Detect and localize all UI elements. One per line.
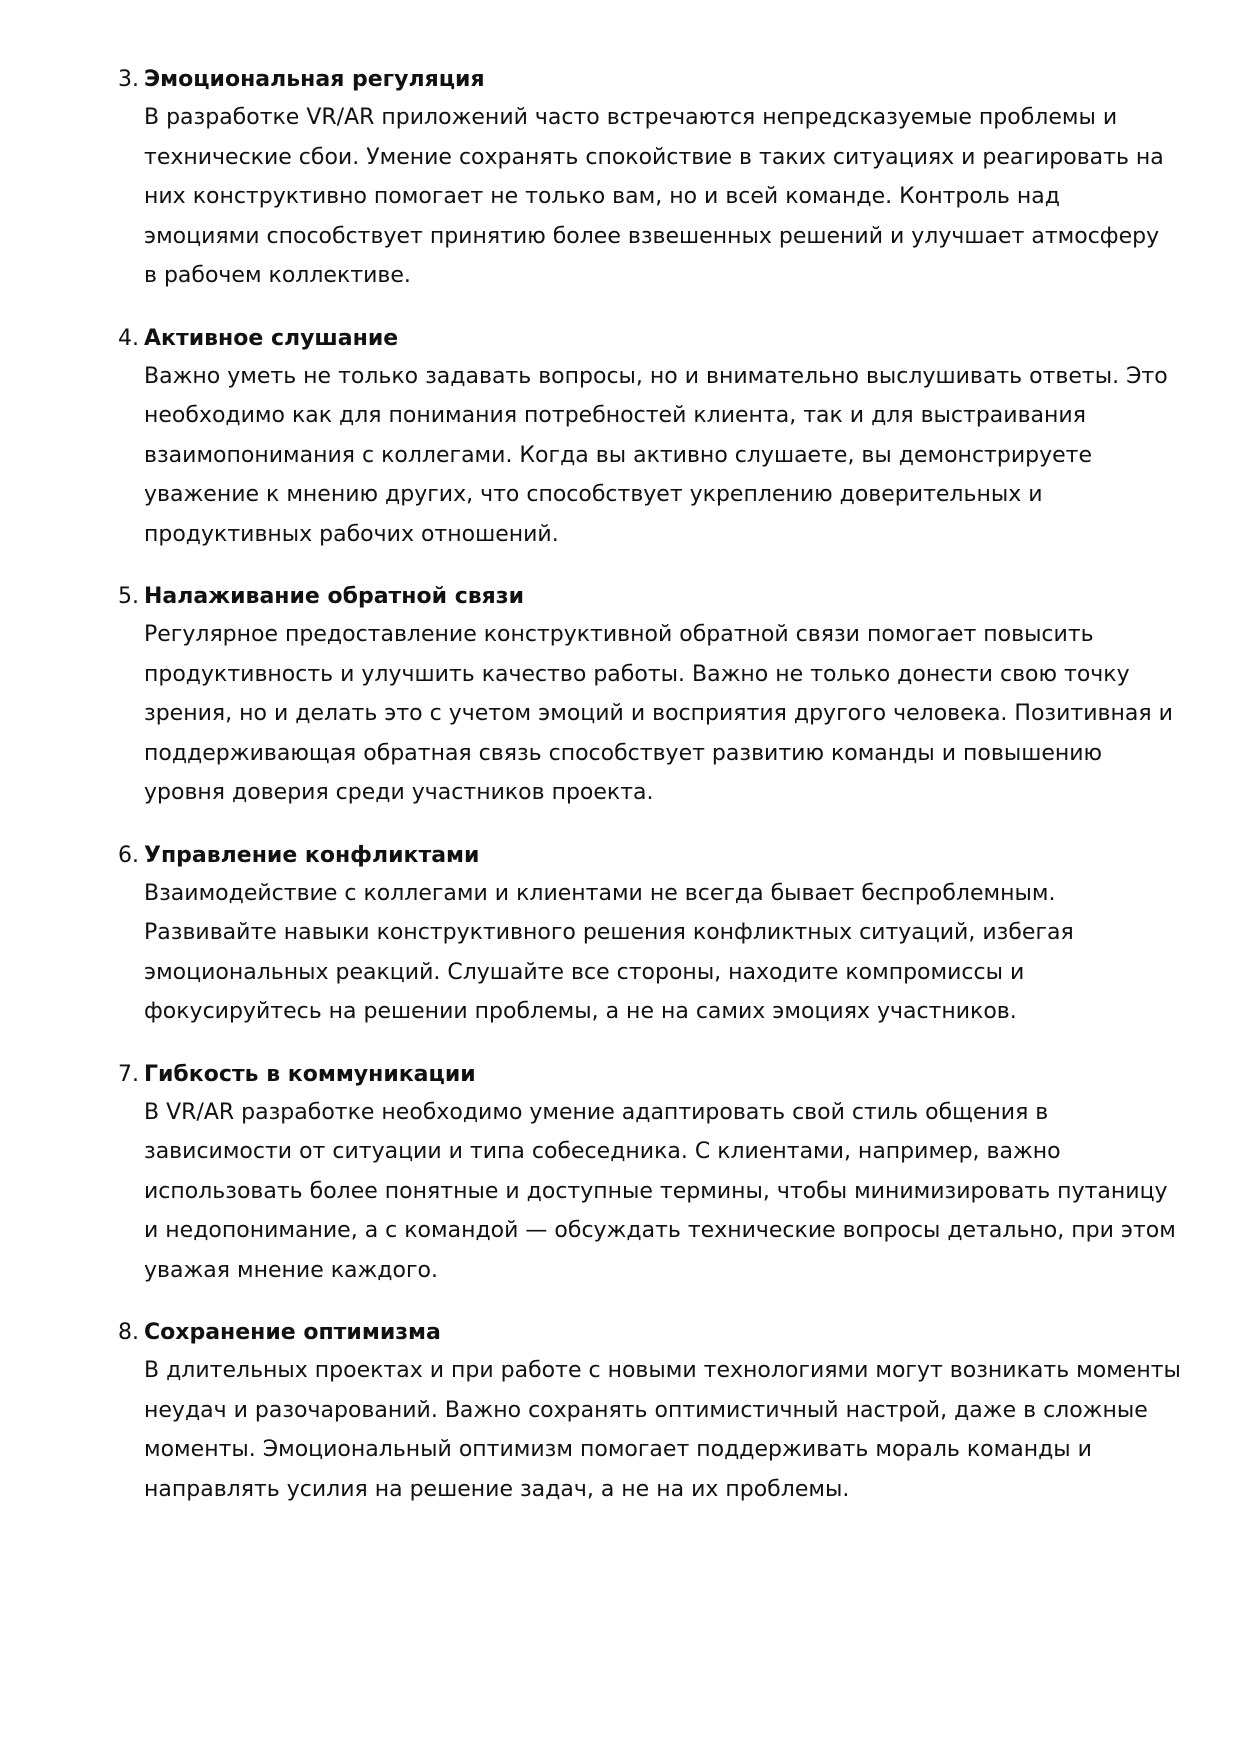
item-heading (0, 321, 1239, 357)
document-page (0, 62, 1239, 1534)
item-title: Эмоциональная регуляция (144, 67, 485, 92)
body-line: зрения, но и делать это с учетом эмоций и восприятия другого человека. Позитивная и (144, 701, 1173, 726)
body-line: и недопонимание, а с командой — обсуждать технические вопросы детально, при этом (144, 1218, 1176, 1243)
body-line: уважение к мнению других, что способствует укреплению доверительных и (144, 482, 1043, 507)
body-line: них конструктивно помогает не только вам, но и всей команде. Контроль над (144, 184, 1060, 209)
body-line: Регулярное предоставление конструктивной обратной связи помогает повысить (144, 622, 1094, 647)
item-number: 4. (118, 325, 139, 351)
list-item-4 (0, 321, 1239, 555)
item-body (144, 357, 1168, 555)
item-title: Активное слушание (144, 325, 399, 351)
item-title: Управление конфликтами (144, 842, 480, 868)
item-title: Гибкость в коммуникации (144, 1061, 476, 1087)
item-heading (0, 838, 1239, 874)
item-number: 6. (118, 842, 139, 868)
body-line: необходимо как для понимания потребностей клиента, так и для выстраивания (144, 403, 1086, 428)
body-line: направлять усилия на решение задач, а не на их проблемы. (144, 1476, 850, 1502)
body-line: продуктивность и улучшить качество работы. Важно не только донести свою точку (144, 661, 1130, 687)
item-heading (0, 62, 1239, 98)
list-item-7 (0, 1057, 1239, 1291)
body-line: уровня доверия среди участников проекта. (144, 780, 654, 805)
body-line: Взаимодействие с коллегами и клиентами не всегда бывает беспроблемным. (144, 880, 1056, 906)
body-line: продуктивных рабочих отношений. (144, 521, 559, 547)
body-line: В разработке VR/AR приложений часто встречаются непредсказуемые проблемы и (144, 105, 1118, 130)
body-line: В VR/AR разработке необходимо умение адаптировать свой стиль общения в (144, 1099, 1049, 1125)
item-number: 5. (118, 584, 139, 609)
body-line: Важно уметь не только задавать вопросы, но и внимательно выслушивать ответы. Это (144, 363, 1168, 389)
item-body (144, 615, 1173, 813)
item-heading (0, 1315, 1239, 1351)
item-title: Налаживание обратной связи (144, 584, 524, 609)
item-heading (0, 579, 1239, 615)
item-heading (0, 1057, 1239, 1093)
item-body (144, 98, 1164, 296)
body-line: поддерживающая обратная связь способствует развитию команды и повышению (144, 740, 1103, 766)
item-body (144, 874, 1164, 1032)
body-line: уважая мнение каждого. (144, 1257, 438, 1283)
body-line: моменты. Эмоциональный оптимизм помогает поддерживать мораль команды и (144, 1437, 1092, 1462)
item-number: 8. (118, 1320, 139, 1345)
body-line: использовать более понятные и доступные термины, чтобы минимизировать путаницу (144, 1178, 1168, 1204)
body-line: технические сбои. Умение сохранять спокойствие в таких ситуациях и реагировать на (144, 144, 1164, 170)
body-line: эмоциональных реакций. Слушайте все стороны, находите компромиссы и (144, 959, 1025, 985)
body-line: в рабочем коллективе. (144, 263, 411, 288)
body-line: фокусируйтесь на решении проблемы, а не на самих эмоциях участников. (144, 999, 1017, 1024)
item-title: Сохранение оптимизма (144, 1320, 441, 1345)
list-item-8 (0, 1315, 1239, 1509)
item-number: 3. (118, 67, 139, 92)
item-body (144, 1351, 1181, 1509)
body-line: Развивайте навыки конструктивного решения конфликтных ситуаций, избегая (144, 920, 1074, 945)
item-number: 7. (118, 1061, 139, 1087)
body-line: эмоциями способствует принятию более взвешенных решений и улучшает атмосферу (144, 223, 1160, 249)
item-body (144, 1093, 1176, 1291)
body-line: взаимопонимания с коллегами. Когда вы активно слушаете, вы демонстрируете (144, 442, 1092, 468)
body-line: неудач и разочарований. Важно сохранять оптимистичный настрой, даже в сложные (144, 1397, 1148, 1423)
list-item-6 (0, 838, 1239, 1032)
body-line: В длительных проектах и при работе с новыми технологиями могут возникать моменты (144, 1358, 1181, 1383)
list-item-3 (0, 62, 1239, 296)
list-item-5 (0, 579, 1239, 813)
body-line: зависимости от ситуации и типа собеседника. С клиентами, например, важно (144, 1139, 1061, 1164)
